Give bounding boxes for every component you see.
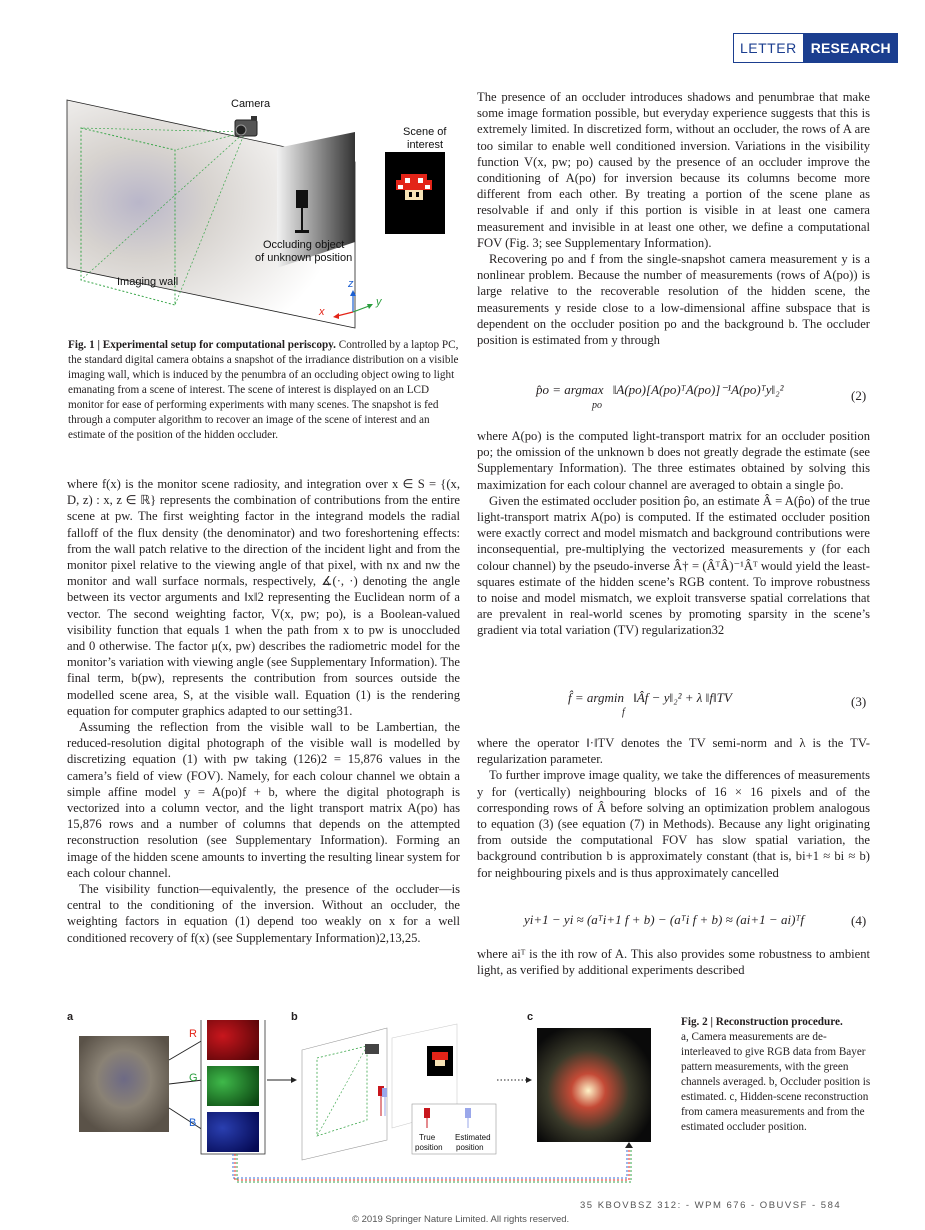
- figure-2: [67, 1020, 667, 1190]
- eq3-number: (3): [851, 694, 867, 709]
- eq2-number: (2): [851, 388, 867, 403]
- camera-label: Camera: [231, 98, 271, 110]
- right-paragraph-3: where A(po) is the computed light-transport matrix for an occluder position po; the omission of the unknown b does not greatly degrade the estimate (see Supplementary Information). The three estimates obtained by solving this maximization for each colour channel are averaged to obtain a single p̂o.: [477, 429, 870, 492]
- scene-label-line2: interest: [407, 139, 444, 151]
- green-channel-image: [207, 1066, 259, 1106]
- legend-estimated-marker: [465, 1108, 471, 1118]
- copyright-notice: © 2019 Springer Nature Limited. All rights reserved.: [352, 1214, 570, 1225]
- fig2-illustration: [67, 1020, 667, 1190]
- legend-true-label-2: position: [415, 1143, 443, 1152]
- split-arrow: [169, 1040, 203, 1060]
- left-paragraph-1: where f(x) is the monitor scene radiosity, and integration over x ∈ S = {(x, D, z) : x, z ∈ ℝ} represents the combination of contributions from the entire scene at pw. The first weighting factor in the integrand models the radial falloff of the flux density (the denominator) and two foreshortening effects: from the wall patch relative to the direction of the incident light and from the monitor pixel relative to the viewing angle of that pixel, with nx and nw the monitor and wall surface normals, respectively, ∡(·, ·) denoting the angle between its vector arguments and ‖x‖2 representing the Euclidean norm of a vector. The second weighting factor, V(x, pw; po), is a Boolean-valued visibility function that equals 1 when the path from x to pw is unoccluded and 0 otherwise. The factor μ(x, pw) describes the radiometric model for the monitor’s variation with viewing angle (see Supplementary Information). The final term, b(pw), represents the contribution from sources outside the modelled scene area, S, at the visible wall. Equation (1) is the rendering equation for computer graphics adapted to our setting31.: [67, 477, 460, 718]
- right-paragraph-2: Recovering po and f from the single-snapshot camera measurement y is a nonlinear problem. Because the number of measurements (rows of A(po)) is large relative to the recoverable resolution of the hidden scene, the measurements y reside close to a low-dimensional affine subspace that is dependent on the occluder position po and the background b. The occluder position is estimated from y through: [477, 252, 870, 348]
- equation-4: yi+1 − yi ≈ (aᵀi+1 f + b) − (aᵀi f + b) ≈ (ai+1 − ai)ᵀf: [524, 912, 805, 927]
- fig2-caption: [681, 1015, 871, 1135]
- left-column: [67, 476, 460, 946]
- fig2-caption-body: a, Camera measurements are de-interleaved to give RGB data from Bayer pattern measurements, with the green channels averaged. b, Occluder position is estimated. c, Hidden-scene reconstruction from camera measurements and from the estimated occluder position.: [681, 1031, 871, 1133]
- green-channel-label: G: [189, 1072, 198, 1084]
- section-header: [733, 33, 898, 63]
- eq2-lhs: p̂o = argmax: [536, 382, 604, 397]
- eq2-rhs: ‖A(po)[A(po)ᵀA(po)]⁻¹A(po)ᵀy‖₂²: [612, 382, 784, 397]
- right-column-mid: [477, 428, 870, 639]
- legend-true-marker: [424, 1108, 430, 1118]
- red-channel-image: [207, 1020, 259, 1060]
- eq3-lhs: f̂ = argmin: [568, 690, 624, 705]
- letter-tag: LETTER: [733, 33, 804, 63]
- scene-label-line1: Scene of: [403, 126, 447, 138]
- eq4-number: (4): [851, 913, 867, 928]
- camera-icon: [235, 116, 257, 136]
- left-paragraph-2: Assuming the reflection from the visible wall to be Lambertian, the reduced-resolution digital photograph of the visible wall is modelled by discretizing equation (1) with pw taking (126)2 = 15,876 values in the camera’s field of view (FOV). Namely, for each colour channel we obtain a simple affine model y = A(po)f + b, where the digital photograph is vectorized into a column vector, and the light transport matrix A(po) has 15,876 rows and a number of columns that depends on the attempted reconstruction resolution (see Supplementary Information). Forming an image of the hidden scene amounts to inverting the resulting linear system for each colour channel.: [67, 720, 460, 880]
- imaging-wall-label: Imaging wall: [117, 276, 179, 288]
- right-column-low: [477, 735, 870, 881]
- split-arrow: [169, 1080, 203, 1084]
- axis-y-label: y: [376, 296, 382, 308]
- eq3-rhs: ‖Âf − y‖₂² + λ ‖f‖TV: [633, 690, 732, 705]
- right-column-end: [477, 946, 870, 978]
- split-arrow: [169, 1108, 203, 1130]
- equation-3: [568, 690, 732, 706]
- occluder-label-line1: Occluding object: [263, 239, 345, 251]
- figure-1: [55, 90, 465, 330]
- fig1-caption-body: Controlled by a laptop PC, the standard digital camera obtains a snapshot of the irradiance distribution on a visible imaging wall, which is induced by the penumbra of an occluding object owing to light emanating from a scene of interest. The scene of interest is displayed on an LCD monitor for ease of performing experiments with many scenes. The snapshot is fed through a computer algorithm to recover an image of the scene of interest and an estimate of the position of the hidden occluder.: [68, 339, 459, 441]
- axis-x-label: x: [319, 306, 325, 318]
- camera-icon: [365, 1044, 379, 1054]
- axis-z-label: z: [348, 278, 354, 290]
- legend-est-label-1: Estimated: [455, 1133, 491, 1142]
- eq2-subscript: po: [592, 400, 602, 411]
- occluder-object: [296, 190, 308, 208]
- blue-channel-label: B: [189, 1117, 197, 1129]
- occluder-base: [295, 230, 309, 233]
- legend-true-label-1: True: [419, 1133, 436, 1142]
- right-paragraph-7: where aiᵀ is the ith row of A. This also provides some robustness to ambient light, as verified by additional experiments described: [477, 947, 870, 978]
- fig2-panel-c-label: c: [527, 1011, 534, 1023]
- fig2-caption-title: Fig. 2 | Reconstruction procedure.: [681, 1016, 843, 1028]
- red-channel-label: R: [189, 1028, 197, 1040]
- occluder-estimated-marker: [382, 1088, 387, 1097]
- fig1-caption-title: Fig. 1 | Experimental setup for computational periscopy.: [68, 339, 336, 351]
- journal-reference: 35 KBOVBSZ 312: - WPM 676 - OBUVSF - 584: [580, 1200, 842, 1211]
- right-paragraph-6: To further improve image quality, we take the differences of measurements y for (vertically) neighbouring blocks of 16 × 16 pixels and of the corresponding rows of Â before solving an optimization problem analogous to equation (3) (see equation (7) in Methods). Because any light originating from outside the computational FOV has slow spatial variation, the background contribution b is approximately constant (that is, bi+1 ≈ bi ≈ b) for neighbouring pixels and is thus approximately cancelled: [477, 768, 870, 880]
- legend-est-label-2: position: [456, 1143, 484, 1152]
- right-paragraph-1: The presence of an occluder introduces shadows and penumbrae that make some image formation possible, but everyday experience suggests that this is extremely limited. In discretized form, without an occluder, the rows of A are too similar to enable well conditioned inversion. Variations in the visibility function V(x, pw; po) caused by the presence of an occluder improve the conditioning of A(po) for inversion because its columns become more different from each other. By treating a portion of the scene plane as resolvable if and only if this portion is visible in at least one camera measurement and invisible in at least one other, we define a computational FOV (Fig. 3; see Supplementary Information).: [477, 90, 870, 250]
- occluder-label-line2: of unknown position: [255, 252, 353, 264]
- fig2-panel-a-label: a: [67, 1011, 74, 1023]
- camera-measurement-image: [79, 1036, 169, 1132]
- left-paragraph-3: The visibility function—equivalently, the presence of the occluder—is central to the conditioning of the inversion. Without an occluder, the weighting factors in equation (1) depend too weakly on x for a well conditioned recovery of f(x) (see Supplementary Information)2,13,25.: [67, 882, 460, 945]
- right-paragraph-4: Given the estimated occluder position p̂o, an estimate Â = A(p̂o) of the true light-transport matrix A(po) is computed. If the estimated occluder position were exactly correct and model mismatch and background contributions were inconsequential, pre-multiplying the vectorized measurements y (for each colour channel) by the pseudo-inverse Â† = (ÂᵀÂ)⁻¹Âᵀ would yield the least-squares estimate of the hidden scene’s RGB content. To improve robustness to noise and model mismatch, we exploit transverse spatial correlations that are prevalent in real-world scenes by promoting sparsity in the scene’s gradient via total variation (TV) regularization32: [477, 493, 870, 638]
- eq3-subscript: f: [622, 707, 625, 718]
- fig2-panel-b-label: b: [291, 1011, 298, 1023]
- right-paragraph-5: where the operator ‖·‖TV denotes the TV semi-norm and λ is the TV-regularization parameter.: [477, 736, 870, 767]
- right-column-top: [477, 89, 870, 348]
- fig1-caption: [68, 338, 460, 443]
- equation-2: [536, 382, 784, 398]
- research-tag: RESEARCH: [804, 33, 898, 63]
- reconstruction-image: [537, 1028, 651, 1142]
- blue-channel-image: [207, 1112, 259, 1152]
